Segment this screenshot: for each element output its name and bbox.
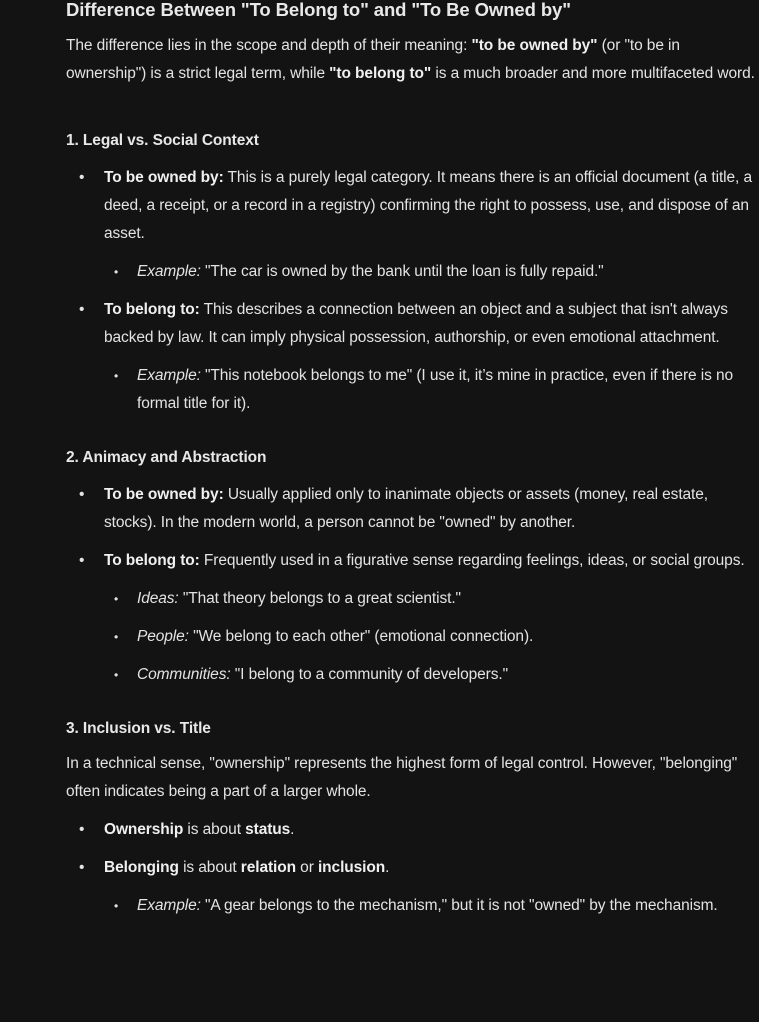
example-label: Example: [137,263,201,280]
term-label: To be owned by: [104,486,224,503]
bullet: • [79,552,85,569]
example-item [104,585,756,613]
bullet: • [114,369,119,383]
example-list [104,258,756,286]
example-item [104,892,756,920]
term-relation: relation [240,859,296,876]
intro-term-owned: "to be owned by" [471,37,598,54]
list-item [66,481,756,537]
item-text: or [295,859,318,876]
term-label: To belong to: [104,301,200,318]
bullet: • [79,301,85,318]
term-label: To be owned by: [104,169,224,186]
example-item [104,623,756,651]
bullet: • [114,592,119,606]
list-item [66,816,756,844]
term-status: status [245,821,291,838]
intro-term-belong: "to belong to" [329,65,432,82]
item-text: is about [178,859,241,876]
bullet: • [79,859,85,876]
bullet: • [114,899,119,913]
example-item [104,258,756,286]
bullet: • [79,821,85,838]
term-inclusion: inclusion [317,859,386,876]
item-text: . [385,859,390,876]
term-label: To belong to: [104,552,200,569]
example-text: "The car is owned by the bank until the loan is fully repaid." [200,263,604,280]
item-text: is about [183,821,246,838]
bullet: • [79,486,85,503]
item-text: This describes a connection between an object and a subject that isn't always backed by law. It can imply physical possession, authorship, or even emotional attachment. [104,301,728,346]
term-belonging: Belonging [104,859,179,876]
example-label: Example: [137,367,201,384]
document [66,0,756,920]
example-list [104,892,756,920]
example-list [104,362,756,418]
section-2-list [66,481,756,689]
list-item [66,854,756,920]
list-item [66,296,756,418]
item-text: This is a purely legal category. It means there is an official document (a title, a deed, a receipt, or a record in a registry) confirming the right to possess, use, and dispose of an asset. [104,169,752,242]
bullet: • [114,668,119,682]
section-1-list [66,164,756,418]
example-text: "That theory belongs to a great scientist." [178,590,461,607]
list-item [66,164,756,286]
list-item [66,547,756,689]
example-label: Ideas: [137,590,179,607]
item-text: Frequently used in a figurative sense regarding feelings, ideas, or social groups. [199,552,745,569]
example-label: Communities: [137,666,231,683]
bullet: • [114,630,119,644]
section-1-heading: 1. Legal vs. Social Context [66,132,259,149]
example-text: "I belong to a community of developers." [230,666,509,683]
section-3-list [66,816,756,920]
term-ownership: Ownership [104,821,184,838]
intro-text-a: The difference lies in the scope and depth of their meaning: [66,37,472,54]
section-3-heading: 3. Inclusion vs. Title [66,720,211,737]
bullet: • [114,265,119,279]
section-3-paragraph: In a technical sense, "ownership" represents the highest form of legal control. However, "belonging" often indicates being a part of a larger whole. [66,755,738,800]
intro-paragraph [66,32,756,88]
item-text: Usually applied only to inanimate objects or assets (money, real estate, stocks). In the modern world, a person cannot be "owned" by another. [104,486,708,531]
example-item [104,362,756,418]
example-list [104,585,756,689]
example-text: "We belong to each other" (emotional connection). [188,628,534,645]
example-text: "This notebook belongs to me" (I use it, it’s mine in practice, even if there is no formal title for it). [137,367,733,412]
intro-text-c: (or "to be in ownership") is a strict legal term, while [66,37,680,82]
section-2-heading: 2. Animacy and Abstraction [66,449,267,466]
example-item [104,661,756,689]
example-text: "A gear belongs to the mechanism," but it is not "owned" by the mechanism. [200,897,718,914]
bullet: • [79,169,85,186]
document-title: Difference Between "To Belong to" and "To Be Owned by" [66,0,571,20]
example-label: Example: [137,897,201,914]
item-text: . [290,821,295,838]
example-label: People: [137,628,189,645]
intro-text-d: is a much broader and more multifaceted word. [431,65,755,82]
